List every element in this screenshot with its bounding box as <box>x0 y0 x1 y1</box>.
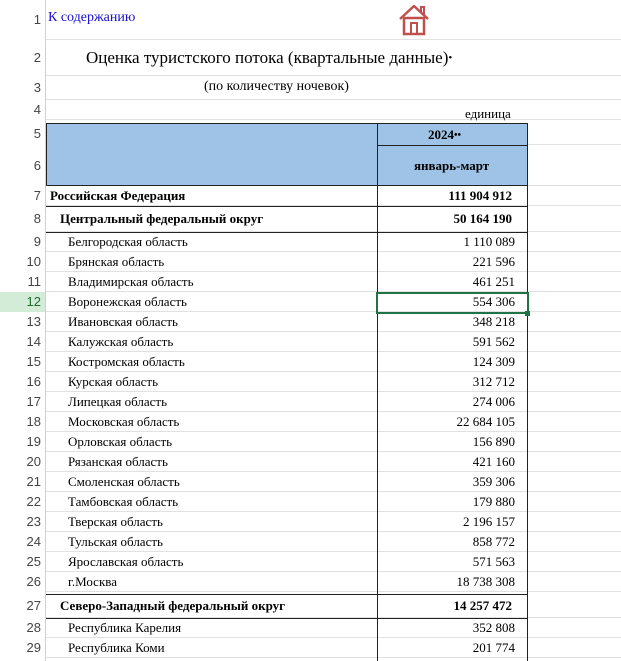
row-value-19[interactable]: 156 890 <box>472 434 515 449</box>
header-period: январь-март <box>414 158 490 173</box>
row-number-6[interactable]: 6 <box>33 158 41 173</box>
row-label-27[interactable]: Северо-Западный федеральный округ <box>60 598 286 613</box>
row-value-21[interactable]: 359 306 <box>472 474 515 489</box>
row-label-25[interactable]: Ярославская область <box>68 554 184 569</box>
row-value-12[interactable]: 554 306 <box>472 294 515 309</box>
row-label-10[interactable]: Брянская область <box>68 254 165 269</box>
row-value-26[interactable]: 18 738 308 <box>456 574 515 589</box>
row-label-15[interactable]: Костромская область <box>68 354 185 369</box>
grid-line <box>45 75 621 76</box>
row-value-7[interactable]: 111 904 912 <box>448 188 512 203</box>
header-column-divider <box>377 123 378 186</box>
row-label-9[interactable]: Белгородская область <box>68 234 188 249</box>
row-label-13[interactable]: Ивановская область <box>68 314 178 329</box>
fill-handle[interactable] <box>525 311 530 316</box>
title-mark: • <box>448 52 453 64</box>
page-subtitle: (по количеству ночевок) <box>204 79 349 94</box>
row-number-22[interactable]: 22 <box>26 494 41 509</box>
row-number-4[interactable]: 4 <box>33 102 41 117</box>
row-value-22[interactable]: 179 880 <box>472 494 515 509</box>
row-number-5[interactable]: 5 <box>33 126 41 141</box>
header-year <box>428 127 461 143</box>
row-value-14[interactable]: 591 562 <box>472 334 515 349</box>
row-number-11[interactable]: 11 <box>27 274 41 289</box>
row-label-14[interactable]: Калужская область <box>68 334 174 349</box>
row-number-28[interactable]: 28 <box>26 620 41 635</box>
grid-line <box>45 99 621 100</box>
row-label-21[interactable]: Смоленская область <box>68 474 180 489</box>
row-value-18[interactable]: 22 684 105 <box>456 414 515 429</box>
row-value-15[interactable]: 124 309 <box>472 354 515 369</box>
header-year-text: 2024 <box>428 127 454 142</box>
row-number-17[interactable]: 17 <box>26 394 41 409</box>
row-number-21[interactable]: 21 <box>26 474 41 489</box>
row-value-9[interactable]: 1 110 089 <box>463 234 515 249</box>
row-number-2[interactable]: 2 <box>33 50 41 65</box>
row-label-24[interactable]: Тульская область <box>68 534 163 549</box>
row-label-22[interactable]: Тамбовская область <box>68 494 179 509</box>
page-title <box>86 48 452 68</box>
grid-line <box>45 591 621 592</box>
row-header-divider <box>45 0 46 661</box>
row-label-29[interactable]: Республика Коми <box>68 640 165 655</box>
row-number-15[interactable]: 15 <box>26 354 41 369</box>
row-value-16[interactable]: 312 712 <box>472 374 515 389</box>
row-number-23[interactable]: 23 <box>26 514 41 529</box>
row-value-17[interactable]: 274 006 <box>472 394 515 409</box>
row-label-17[interactable]: Липецкая область <box>68 394 168 409</box>
row-number-29[interactable]: 29 <box>26 640 41 655</box>
row-number-26[interactable]: 26 <box>26 574 41 589</box>
header-year-mark: •• <box>454 130 462 141</box>
row-label-7[interactable]: Российская Федерация <box>50 188 186 203</box>
row-number-19[interactable]: 19 <box>26 434 41 449</box>
row-number-8[interactable]: 8 <box>33 211 41 226</box>
row-value-10[interactable]: 221 596 <box>472 254 515 269</box>
row-label-11[interactable]: Владимирская область <box>68 274 194 289</box>
row-value-29[interactable]: 201 774 <box>472 640 515 655</box>
unit-label: единица <box>465 106 511 121</box>
row-number-7[interactable]: 7 <box>33 188 41 203</box>
row-value-13[interactable]: 348 218 <box>472 314 515 329</box>
row-value-24[interactable]: 858 772 <box>472 534 515 549</box>
row-label-26[interactable]: г.Москва <box>68 574 117 589</box>
row-number-24[interactable]: 24 <box>26 534 41 549</box>
data-column-left-border <box>377 186 378 661</box>
row-label-18[interactable]: Московская область <box>68 414 180 429</box>
row-number-3[interactable]: 3 <box>33 80 41 95</box>
grid-line <box>45 119 621 120</box>
grid-line <box>45 39 621 40</box>
row-value-27[interactable]: 14 257 472 <box>453 598 512 613</box>
row-number-1[interactable]: 1 <box>33 12 41 27</box>
contents-link[interactable]: К содержанию <box>48 10 136 25</box>
row-value-25[interactable]: 571 563 <box>472 554 515 569</box>
row-label-19[interactable]: Орловская область <box>68 434 173 449</box>
row-number-18[interactable]: 18 <box>26 414 41 429</box>
row-number-25[interactable]: 25 <box>26 554 41 569</box>
row-value-8[interactable]: 50 164 190 <box>453 211 512 226</box>
row-number-16[interactable]: 16 <box>26 374 41 389</box>
row-number-20[interactable]: 20 <box>26 454 41 469</box>
row-number-14[interactable]: 14 <box>26 334 41 349</box>
title-text: Оценка туристского потока (квартальные данные) <box>86 48 449 67</box>
row-value-28[interactable]: 352 808 <box>472 620 515 635</box>
header-row-divider <box>377 145 528 146</box>
row-number-10[interactable]: 10 <box>26 254 41 269</box>
row-value-11[interactable]: 461 251 <box>472 274 515 289</box>
row-label-28[interactable]: Республика Карелия <box>68 620 182 635</box>
row-number-12[interactable]: 12 <box>0 292 45 312</box>
data-column-right-border <box>527 186 528 661</box>
row-value-23[interactable]: 2 196 157 <box>463 514 515 529</box>
row-label-20[interactable]: Рязанская область <box>68 454 168 469</box>
row-label-23[interactable]: Тверская область <box>68 514 163 529</box>
row-label-12[interactable]: Воронежская область <box>68 294 187 309</box>
home-icon[interactable] <box>396 2 432 38</box>
row-label-16[interactable]: Курская область <box>68 374 159 389</box>
row-number-13[interactable]: 13 <box>26 314 41 329</box>
row-value-20[interactable]: 421 160 <box>472 454 515 469</box>
row-number-27[interactable]: 27 <box>26 598 41 613</box>
row-number-9[interactable]: 9 <box>33 234 41 249</box>
row-label-8[interactable]: Центральный федеральный округ <box>60 211 264 226</box>
